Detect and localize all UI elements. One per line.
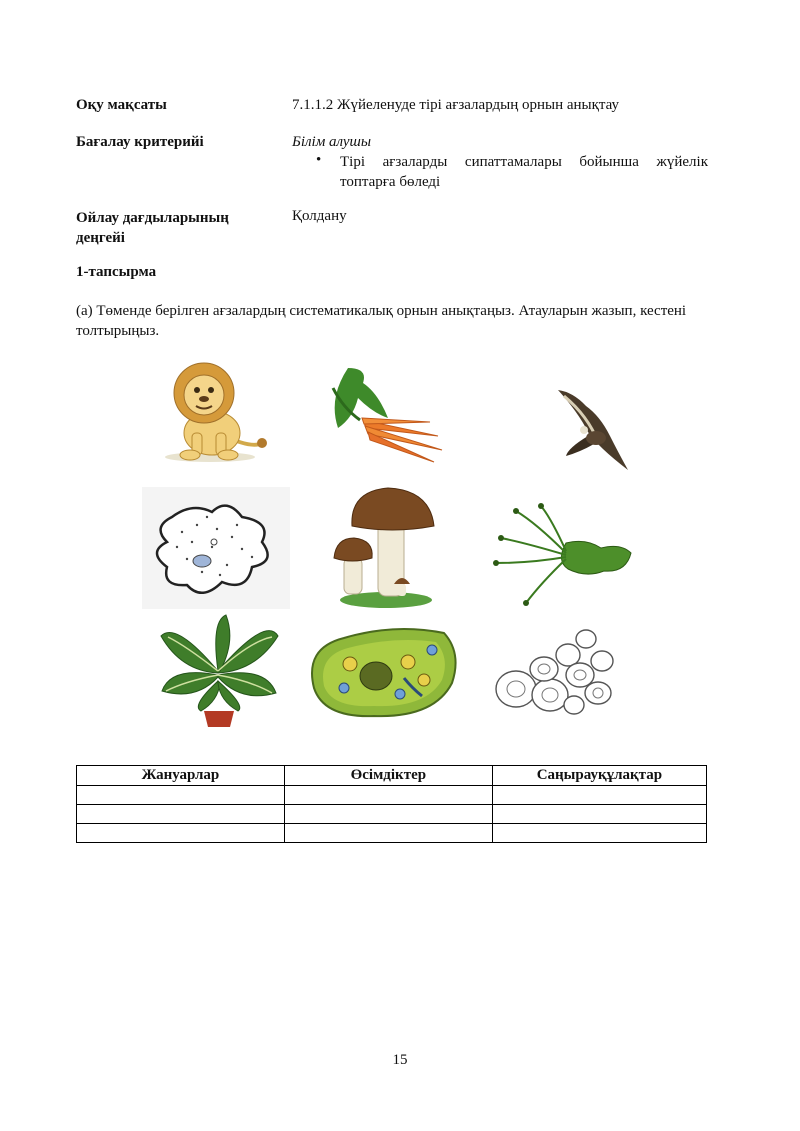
table-cell[interactable] xyxy=(284,824,492,843)
task-description: (а) Төменде берілген ағзалардың систематикалық орнын анықтаңыз. Атауларын жазып, кестені толтырыңыз. xyxy=(76,303,687,339)
task-title: 1-тапсырма xyxy=(76,264,157,280)
bullet-icon: • xyxy=(316,152,322,168)
houseplant-icon xyxy=(156,611,282,729)
bacterium-icon xyxy=(486,503,634,609)
table-cell[interactable] xyxy=(77,786,285,805)
criteria-list xyxy=(316,152,708,192)
criteria-item-text: Тірі ағзаларды сипаттамалары бойынша жүйелік топтарға бөледі xyxy=(340,154,708,190)
criteria-intro: Білім алушы xyxy=(292,134,372,150)
table-row xyxy=(77,805,707,824)
lion-icon xyxy=(152,357,270,465)
criteria-label: Бағалау критерийі xyxy=(76,134,204,150)
table-header-row xyxy=(77,766,707,786)
table-cell[interactable] xyxy=(77,805,285,824)
table-cell[interactable] xyxy=(492,824,706,843)
table-cell[interactable] xyxy=(77,824,285,843)
header-plants: Өсімдіктер xyxy=(284,766,492,786)
table-cell[interactable] xyxy=(492,805,706,824)
yeast-icon xyxy=(494,625,620,717)
amoeba-icon xyxy=(142,487,290,609)
criteria-item xyxy=(316,152,708,192)
table-cell[interactable] xyxy=(284,805,492,824)
thinking-level-value: Қолдану xyxy=(292,208,347,224)
eagle-icon xyxy=(528,352,636,476)
table-row xyxy=(77,786,707,805)
learning-objective-value: 7.1.1.2 Жүйеленуде тірі ағзалардың орнын анықтау xyxy=(292,97,620,113)
table-cell[interactable] xyxy=(492,786,706,805)
mushroom-icon xyxy=(330,486,438,610)
header-fungi: Саңырауқұлақтар xyxy=(492,766,706,786)
page-number: 15 xyxy=(392,1052,408,1068)
learning-objective-label: Оқу мақсаты xyxy=(76,97,167,113)
table-cell[interactable] xyxy=(284,786,492,805)
header-animals: Жануарлар xyxy=(77,766,285,786)
thinking-level-label: Ойлау дағдыларының деңгейі xyxy=(76,210,229,246)
paramecium-icon xyxy=(304,618,462,724)
table-row xyxy=(77,824,707,843)
classification-table xyxy=(76,765,707,843)
carrot-icon xyxy=(318,358,446,466)
